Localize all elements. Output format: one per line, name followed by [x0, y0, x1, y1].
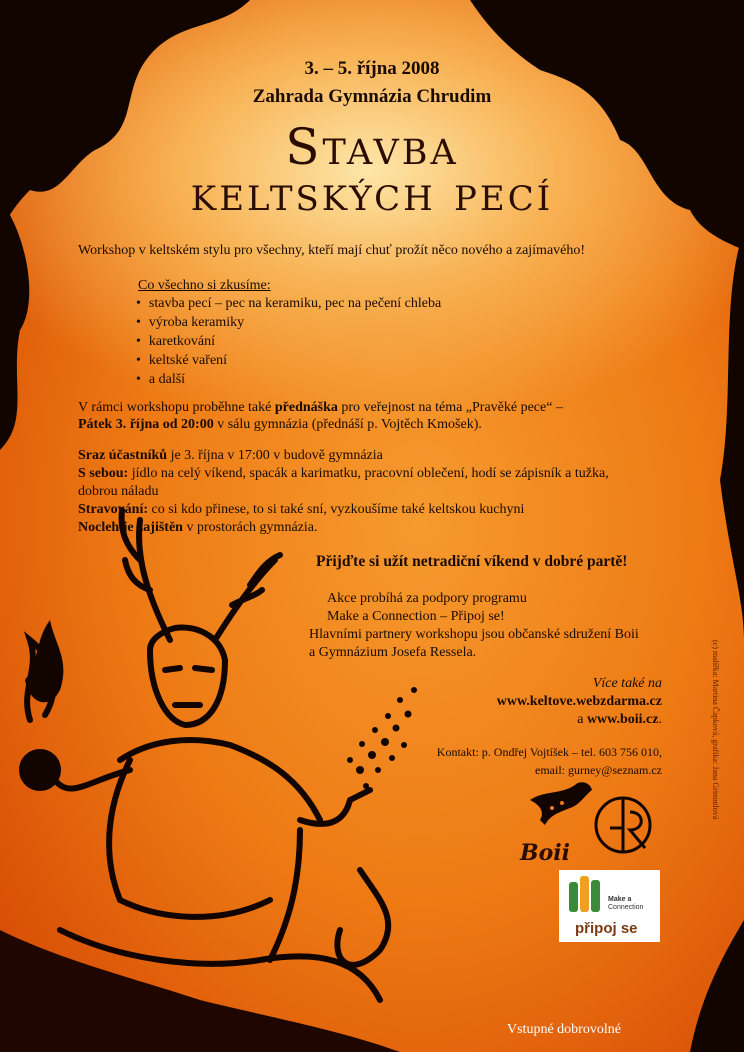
event-dates: 3. – 5. října 2008	[304, 58, 440, 79]
boii-logo-text: Boii	[520, 840, 570, 866]
support-line2: Make a Connection – Připoj se!	[327, 609, 505, 624]
ink-splash-right-edge	[720, 230, 744, 640]
website-link-keltove[interactable]: www.keltove.webzdarma.cz	[496, 694, 662, 709]
meet-info	[78, 448, 383, 464]
more-label: Více také na	[592, 676, 662, 691]
boii-horse-logo	[530, 782, 592, 825]
meet-label: Sraz účastníků	[78, 448, 168, 463]
website-link-boii[interactable]: www.boii.cz	[586, 712, 659, 727]
support-line1: Akce probíhá za podpory programu	[327, 591, 527, 606]
mac-text-3: připoj se	[575, 920, 638, 937]
food-info	[78, 502, 524, 518]
website-line-boii	[577, 712, 662, 728]
activity-item: • výroba keramiky	[136, 313, 441, 332]
activity-item: • karetkování	[136, 332, 441, 351]
bring-label: S sebou:	[78, 466, 129, 481]
bring-text: jídlo na celý víkend, spacák a karimatku, pracovní oblečení, hodí se zápisník a tužka,	[128, 466, 609, 481]
druid-figure	[22, 510, 388, 1000]
bring-info	[78, 466, 609, 482]
and-text: a	[577, 712, 587, 727]
lecture-when: Pátek 3. října od 20:00	[78, 417, 214, 432]
event-title-line1: Stavba	[285, 118, 459, 176]
activity-item: • a další	[136, 370, 441, 389]
lecture-post: pro veřejnost na téma „Pravěké pece“ –	[337, 400, 563, 415]
contact-line1: Kontakt: p. Ondřej Vojtíšek – tel. 603 756 010,	[436, 745, 662, 759]
support-line3: Hlavními partnery workshopu jsou občanské sdružení Boii	[309, 627, 639, 642]
gymnazium-logo	[596, 798, 650, 852]
activity-item: • keltské vaření	[136, 351, 441, 370]
lecture-strong: přednáška	[274, 400, 338, 415]
bring-info-cont: dobrou náladu	[78, 484, 159, 499]
hands-icon	[565, 874, 605, 918]
night-info	[78, 520, 317, 536]
activity-item: • stavba pecí – pec na keramiku, pec na pečení chleba	[136, 294, 441, 313]
night-text: v prostorách gymnázia.	[182, 520, 318, 535]
lecture-line1	[78, 400, 563, 416]
event-title-line2: keltských pecí	[190, 166, 554, 222]
ink-splash-left-edge	[0, 200, 29, 450]
intro-text: Workshop v keltském stylu pro všechny, kteří mají chuť prožít něco nového a zajímavého!	[78, 243, 586, 258]
activities-heading: Co všechno si zkusíme:	[138, 278, 271, 293]
lecture-where: v sálu gymnázia (přednáší p. Vojtěch Kmošek).	[213, 417, 482, 432]
food-text: co si kdo přinese, to si také sní, vyzkoušíme také keltskou kuchyni	[148, 502, 525, 517]
entry-fee: Vstupné dobrovolné	[507, 1022, 621, 1037]
support-line4: a Gymnázium Josefa Ressela.	[309, 645, 477, 660]
activities-list	[136, 294, 441, 389]
event-venue: Zahrada Gymnázia Chrudim	[252, 86, 492, 107]
lecture-pre: V rámci workshopu proběhne také	[78, 400, 275, 415]
slogan: Přijďte si užít netradiční víkend v dobré partě!	[316, 553, 628, 570]
artist-credit: (c) malířka: Martina Čapková, grafika: Jana Grimmlová	[711, 640, 720, 820]
food-label: Stravování:	[78, 502, 148, 517]
mac-text-1: Make a	[608, 896, 632, 903]
night-label: Nocleh je zajištěn	[78, 520, 183, 535]
contact-email: email: gurney@seznam.cz	[535, 763, 662, 777]
dot: .	[658, 712, 662, 727]
make-a-connection-logo	[559, 870, 660, 942]
lecture-line2	[78, 417, 482, 433]
meet-text: je 3. října v 17:00 v budově gymnázia	[167, 448, 383, 463]
mac-text-2: Connection	[608, 904, 644, 911]
spray-dots	[347, 687, 417, 789]
ink-bottom-right	[690, 920, 744, 1052]
